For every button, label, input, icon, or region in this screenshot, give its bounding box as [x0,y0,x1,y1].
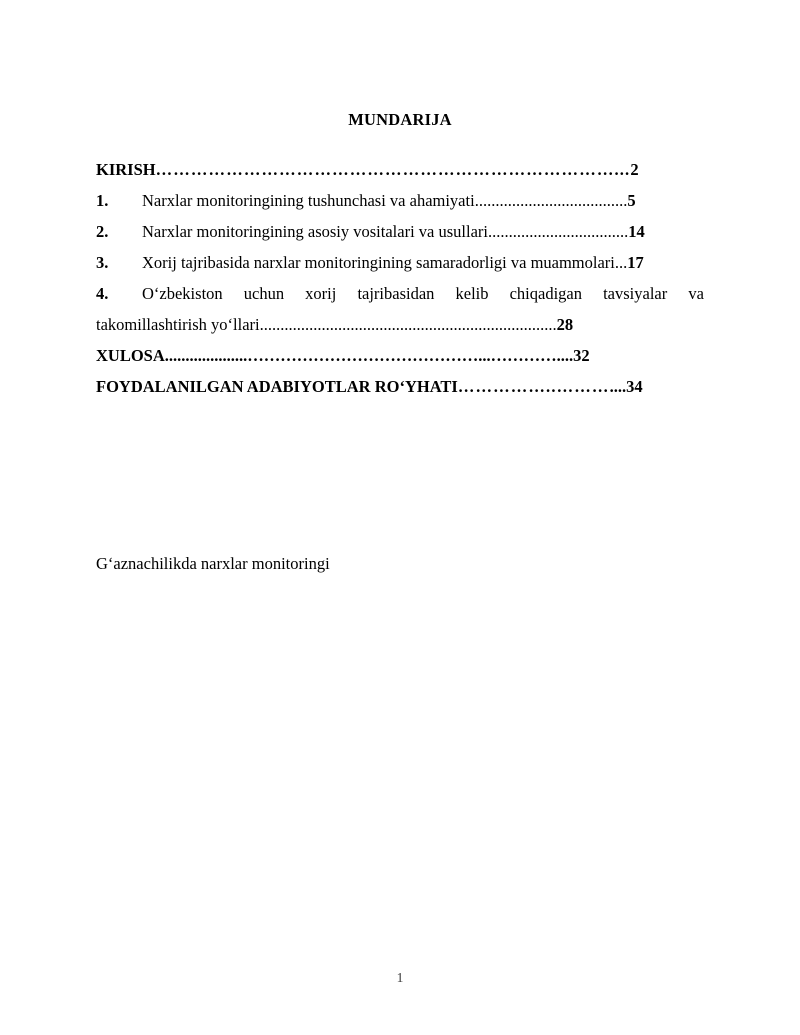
toc-entry-4-continuation [96,309,704,340]
toc-item-word: kelib [455,283,489,303]
toc-item-label: Xorij tajribasida narxlar monitoringining samaradorligi va muammolari [142,252,615,272]
toc-item-word: tavsiyalar [603,283,668,303]
toc-entry-label: XULOSA [96,345,165,365]
toc-entry-xulosa [96,340,704,371]
toc-entry-label: KIRISH [96,159,156,179]
dot-leader: .................................. [487,221,629,241]
dot-leader: ..................................... [474,190,628,210]
toc-entry-4 [96,278,704,309]
toc-page-number: 17 [627,252,644,272]
toc-page-number: 5 [627,190,636,210]
toc-page-number: 28 [556,314,574,334]
dot-leader: ……………………………………………………………………... [155,159,631,179]
toc-item-number: 3. [96,252,109,272]
toc-item-word: tajribasidan [357,283,435,303]
toc-entry-bibliography [96,371,704,402]
toc-item-word: va [688,283,704,303]
toc-page-number: 2 [630,159,639,179]
toc-page-number: 34 [626,376,643,396]
toc-item-label: Narxlar monitoringining asosiy vositalari va usullari [142,221,488,241]
toc-item-label: Narxlar monitoringining tushunchasi va ahamiyati [142,190,475,210]
dot-leader: ........................................................................ [259,314,557,334]
dot-leader: ... [614,252,628,272]
toc-item-label-continued: takomillashtirish yo‘llari [96,314,260,334]
toc-entry-label: FOYDALANILGAN ADABIYOTLAR RO‘YHATI [96,376,458,396]
toc-item-label-justified [142,278,704,309]
page-content [96,0,704,402]
toc-entry-3 [96,247,704,278]
toc-item-number: 2. [96,221,109,241]
footer-page-number: 1 [396,970,404,985]
toc-item-number: 4. [96,283,109,303]
table-of-contents [96,154,704,402]
dot-leader: ....................……………………………………...………… [164,345,557,365]
body-note: G‘aznachilikda narxlar monitoringi [96,554,330,573]
toc-item-word: chiqadigan [509,283,582,303]
toc-page-number: 32 [573,345,590,365]
page-title: MUNDARIJA [348,110,452,129]
toc-entry-2 [96,216,704,247]
toc-page-number: 14 [628,221,645,241]
toc-item-word: uchun [243,283,285,303]
toc-entry-1 [96,185,704,216]
toc-entry-kirish [96,154,704,185]
toc-item-word: xorij [305,283,337,303]
dot-leader: ……………..……… [457,376,610,396]
toc-item-number: 1. [96,190,109,210]
toc-item-word: O‘zbekiston [142,283,223,303]
dot-leader-tail: .... [609,376,627,396]
dot-leader-tail: .... [556,345,574,365]
